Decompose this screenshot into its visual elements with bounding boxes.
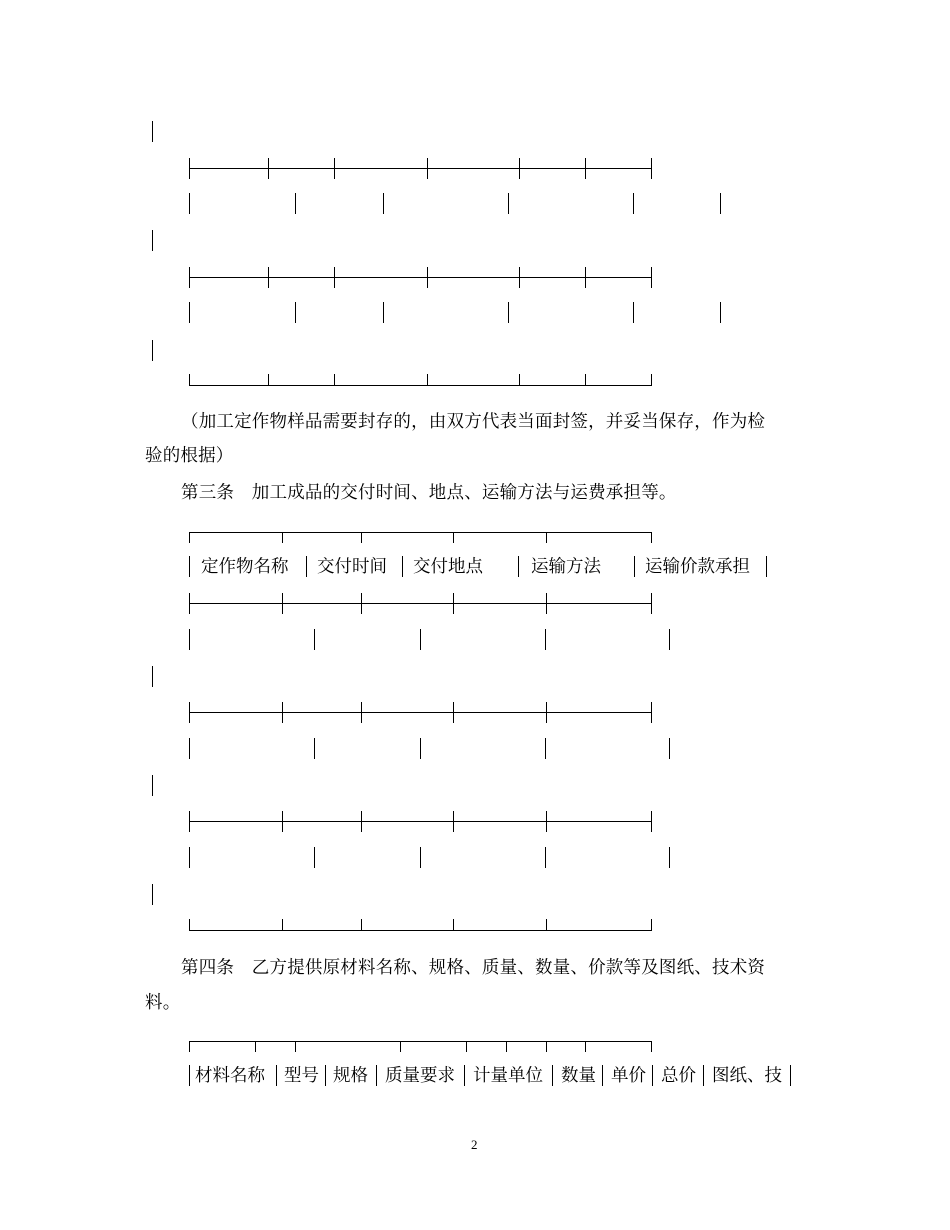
table-border: [545, 847, 546, 868]
table-rule-tick: [651, 593, 652, 614]
table-border: [402, 556, 403, 577]
table-bottom-rule: [189, 930, 651, 931]
page-number: 2: [471, 1137, 478, 1152]
table-rule-tick: [585, 374, 586, 386]
table-rule-tick: [453, 702, 454, 723]
table-border: [720, 193, 721, 214]
table-rule-tick: [651, 267, 652, 288]
table-border: [652, 1065, 653, 1086]
table-rule-tick: [361, 593, 362, 614]
table-border: [189, 629, 190, 650]
table-rule-tick: [189, 702, 190, 723]
table-rule-tick: [361, 811, 362, 832]
table-border: [703, 1065, 704, 1086]
table-rule-tick: [334, 158, 335, 179]
table-rule-tick: [189, 593, 190, 614]
header-unit: 计量单位: [473, 1066, 543, 1086]
table-rule-tick: [189, 267, 190, 288]
table-rule-tick: [519, 158, 520, 179]
article-4-heading-line-1: 第四条 乙方提供原材料名称、规格、质量、数量、价款等及图纸、技术资: [181, 958, 766, 978]
header-material-name: 材料名称: [195, 1066, 265, 1086]
table-rule: [189, 712, 651, 713]
table-rule-tick: [282, 919, 283, 931]
table-border: [295, 193, 296, 214]
table-border: [508, 193, 509, 214]
table-rule-tick: [282, 811, 283, 832]
table-border: [545, 738, 546, 759]
table-rule-tick: [453, 811, 454, 832]
table-rule-tick: [189, 811, 190, 832]
table-border: [383, 193, 384, 214]
table-border: [189, 738, 190, 759]
table-rule-tick: [334, 267, 335, 288]
table-rule-tick: [506, 1041, 507, 1052]
table-rule-tick: [651, 1041, 652, 1052]
table-border: [552, 1065, 553, 1086]
header-transport-method: 运输方法: [531, 557, 601, 577]
table-border: [545, 629, 546, 650]
header-freight-bearer: 运输价款承担: [645, 557, 750, 577]
header-drawings: 图纸、技: [712, 1066, 782, 1086]
table-rule-tick: [651, 702, 652, 723]
table-border: [152, 121, 153, 142]
table-rule-tick: [189, 374, 190, 386]
table-border: [189, 1065, 190, 1086]
table-rule-tick: [651, 532, 652, 543]
table-rule-tick: [651, 158, 652, 179]
note-line-1: （加工定作物样品需要封存的，由双方代表当面封签，并妥当保存，作为检: [181, 412, 766, 432]
article-4-heading-line-2: 料。: [145, 993, 181, 1013]
table-border: [189, 302, 190, 323]
table-rule-tick: [361, 919, 362, 931]
table-rule-tick: [361, 532, 362, 543]
table-border: [420, 847, 421, 868]
table-border: [314, 629, 315, 650]
table-border: [669, 738, 670, 759]
table-border: [518, 556, 519, 577]
table-rule-tick: [361, 702, 362, 723]
table-border: [189, 193, 190, 214]
table-rule-tick: [334, 374, 335, 386]
table-rule-tick: [546, 919, 547, 931]
table-rule-tick: [268, 158, 269, 179]
table-rule-tick: [453, 532, 454, 543]
note-line-2: 验的根据）: [145, 446, 234, 466]
table-border: [508, 302, 509, 323]
table-rule: [189, 168, 651, 169]
table-rule-tick: [189, 158, 190, 179]
table-border: [152, 230, 153, 251]
header-quality: 质量要求: [385, 1066, 455, 1086]
table-border: [376, 1065, 377, 1086]
table-border: [383, 302, 384, 323]
table-border: [325, 1065, 326, 1086]
table-rule-tick: [519, 267, 520, 288]
table-rule-tick: [585, 158, 586, 179]
table-rule-tick: [651, 811, 652, 832]
table-border: [464, 1065, 465, 1086]
table-border: [669, 629, 670, 650]
table-rule-tick: [282, 532, 283, 543]
table-rule-tick: [546, 702, 547, 723]
table-rule-tick: [651, 919, 652, 931]
table-rule-tick: [453, 593, 454, 614]
table-top-rule: [189, 1041, 651, 1042]
table-rule: [189, 821, 651, 822]
table-rule-tick: [519, 374, 520, 386]
header-quantity: 数量: [561, 1066, 596, 1086]
table-rule-tick: [268, 267, 269, 288]
table-bottom-rule: [189, 385, 651, 386]
table-rule-tick: [189, 1041, 190, 1052]
table-border: [306, 556, 307, 577]
table-border: [669, 847, 670, 868]
table-border: [766, 556, 767, 577]
header-product-name: 定作物名称: [201, 557, 289, 577]
table-rule-tick: [268, 374, 269, 386]
table-border: [189, 556, 190, 577]
table-rule-tick: [427, 374, 428, 386]
header-total-price: 总价: [661, 1066, 696, 1086]
table-border: [633, 302, 634, 323]
table-border: [152, 775, 153, 796]
table-rule-tick: [282, 702, 283, 723]
header-unit-price: 单价: [611, 1066, 646, 1086]
table-rule-tick: [189, 532, 190, 543]
table-rule-tick: [282, 593, 283, 614]
header-delivery-time: 交付时间: [317, 557, 387, 577]
header-delivery-place: 交付地点: [413, 557, 483, 577]
table-rule-tick: [546, 811, 547, 832]
table-rule-tick: [546, 593, 547, 614]
table-rule-tick: [585, 267, 586, 288]
header-model: 型号: [284, 1066, 319, 1086]
table-rule: [189, 603, 651, 604]
table-border: [276, 1065, 277, 1086]
table-border: [314, 847, 315, 868]
table-border: [152, 666, 153, 687]
table-rule-tick: [466, 1041, 467, 1052]
table-border: [189, 847, 190, 868]
table-border: [152, 884, 153, 905]
table-rule-tick: [295, 1041, 296, 1052]
table-rule-tick: [651, 374, 652, 386]
table-rule-tick: [400, 1041, 401, 1052]
table-rule: [189, 277, 651, 278]
table-rule-tick: [453, 919, 454, 931]
table-rule-tick: [427, 158, 428, 179]
table-border: [314, 738, 315, 759]
table-rule-tick: [546, 532, 547, 543]
table-border: [420, 738, 421, 759]
table-border: [790, 1065, 791, 1086]
table-border: [633, 193, 634, 214]
table-border: [720, 302, 721, 323]
table-rule-tick: [255, 1041, 256, 1052]
table-rule-tick: [427, 267, 428, 288]
article-3-heading: 第三条 加工成品的交付时间、地点、运输方法与运费承担等。: [181, 483, 677, 503]
table-rule-tick: [585, 1041, 586, 1052]
table-border: [602, 1065, 603, 1086]
header-spec: 规格: [333, 1066, 368, 1086]
table-border: [420, 629, 421, 650]
table-border: [634, 556, 635, 577]
table-rule-tick: [546, 1041, 547, 1052]
table-rule-tick: [189, 919, 190, 931]
table-border: [295, 302, 296, 323]
table-top-rule: [189, 532, 651, 533]
table-border: [152, 340, 153, 361]
